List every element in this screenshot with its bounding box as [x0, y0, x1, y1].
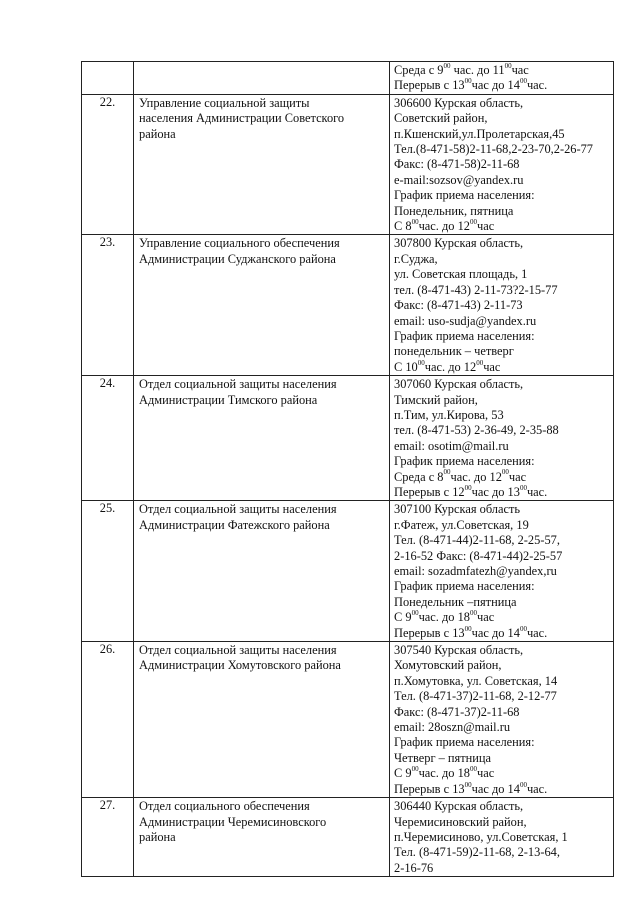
contact-text: час. до 12 — [450, 469, 502, 484]
organization-name-line: Администрации Хомутовского района — [139, 658, 341, 673]
contact-text: час. — [526, 781, 548, 796]
table-row — [82, 62, 614, 95]
contact-text: 306440 Курская область, — [394, 799, 524, 814]
contact-line — [394, 188, 613, 203]
contact-text: г.Фатеж, ул.Советская, 19 — [394, 517, 529, 532]
contact-line — [394, 689, 613, 704]
organization-name-line: Управление социального обеспечения — [139, 236, 340, 251]
contact-line — [394, 579, 613, 594]
contact-text: Среда с 8 — [394, 469, 444, 484]
contact-line — [394, 626, 613, 641]
organization-name — [134, 376, 390, 501]
contact-text: Перерыв с 13 — [394, 78, 465, 93]
contact-text: email: osotim@mail.ru — [394, 438, 509, 453]
contact-text: час — [476, 766, 495, 781]
contact-text: час до 13 — [471, 484, 520, 499]
contact-text: Черемисиновский район, — [394, 814, 527, 829]
contact-text: e-mail:sozsov@yandex.ru — [394, 172, 524, 187]
table-row — [82, 798, 614, 877]
contact-text: График приема населения: — [394, 735, 535, 750]
contact-text: час. до 18 — [418, 766, 470, 781]
contact-line — [394, 111, 613, 126]
contact-text: email: sozadmfatezh@yandex,ru — [394, 564, 557, 578]
contact-line — [394, 564, 613, 579]
superscript-minutes: 00 — [464, 77, 472, 86]
contact-line — [394, 127, 613, 142]
contact-line — [394, 393, 613, 408]
contact-text: тел. (8-471-53) 2-36-49, 2-35-88 — [394, 423, 559, 438]
contacts-table-body — [82, 62, 614, 877]
contact-text: С 8 — [394, 219, 412, 234]
contact-text: час — [511, 63, 529, 77]
contact-text: тел. (8-471-43) 2-11-73?2-15-77 — [394, 282, 558, 297]
contact-text: 307800 Курская область, — [394, 236, 524, 251]
organization-name — [134, 642, 390, 798]
table-row — [82, 642, 614, 798]
organization-name — [134, 798, 390, 877]
table-row — [82, 501, 614, 642]
contact-line — [394, 344, 613, 359]
contact-line — [394, 360, 613, 375]
contact-line — [394, 236, 613, 251]
contact-text: 307100 Курская область — [394, 502, 521, 517]
contact-line — [394, 549, 613, 564]
contact-text: Факс: (8-471-43) 2-11-73 — [394, 298, 523, 313]
contact-text: Тел. (8-471-44)2-11-68, 2-25-57, — [394, 533, 560, 548]
superscript-minutes: 00 — [469, 765, 477, 774]
contact-text: С 9 — [394, 610, 412, 625]
contact-text: час. до 18 — [418, 610, 470, 625]
contact-line — [394, 533, 613, 548]
contact-details — [390, 642, 614, 798]
contact-line — [394, 204, 613, 219]
contact-text: График приема населения: — [394, 328, 535, 343]
contact-text: п.Черемисиново, ул.Советская, 1 — [394, 829, 568, 844]
contact-details — [390, 798, 614, 877]
contact-text: час до 14 — [471, 625, 520, 640]
contact-line — [394, 142, 613, 157]
contact-line — [394, 845, 613, 860]
contact-line — [394, 78, 613, 93]
contact-text: час. до 11 — [450, 63, 505, 77]
contact-text: График приема населения: — [394, 579, 535, 594]
contact-text: 306600 Курская область, — [394, 95, 524, 110]
contact-text: График приема населения: — [394, 188, 535, 203]
contact-text: час. — [526, 78, 548, 93]
organization-name-line: Отдел социального обеспечения — [139, 799, 310, 814]
superscript-minutes: 00 — [501, 468, 509, 477]
contact-text: час — [476, 610, 495, 625]
contact-line — [394, 799, 613, 814]
contact-text: Тимский район, — [394, 392, 478, 407]
organization-name-line: Администрации Суджанского района — [139, 251, 336, 266]
organization-name — [134, 94, 390, 235]
row-number: 26. — [82, 642, 134, 798]
contact-line — [394, 219, 613, 234]
organization-name-line: Администрации Фатежского района — [139, 517, 330, 532]
organization-name-line: района — [139, 126, 176, 141]
contact-text: email: uso-sudja@yandex.ru — [394, 313, 537, 328]
contact-text: час — [476, 219, 495, 234]
superscript-minutes: 00 — [443, 468, 451, 477]
superscript-minutes: 00 — [519, 77, 527, 86]
contact-line — [394, 173, 613, 188]
contact-line — [394, 267, 613, 282]
contact-details — [390, 501, 614, 642]
organization-name-line: Администрации Черемисиновского — [139, 814, 327, 829]
table-row — [82, 94, 614, 235]
contact-text: час. до 12 — [424, 359, 477, 374]
contact-text: Среда с 9 — [394, 63, 444, 77]
contact-details — [390, 376, 614, 501]
contact-text: час до 14 — [471, 781, 520, 796]
contact-details — [390, 62, 614, 95]
superscript-minutes: 00 — [519, 624, 527, 633]
contact-text: 307060 Курская область, — [394, 377, 524, 392]
contact-text: час. — [526, 484, 548, 499]
contact-line — [394, 720, 613, 735]
contact-text: 2-16-52 Факс: (8-471-44)2-25-57 — [394, 548, 563, 563]
contact-line — [394, 157, 613, 172]
contact-line — [394, 96, 613, 111]
contact-text: 307540 Курская область, — [394, 643, 524, 658]
contact-text: Тел.(8-471-58)2-11-68,2-23-70,2-26-77 — [394, 142, 593, 157]
contact-line — [394, 658, 613, 673]
superscript-minutes: 00 — [519, 780, 527, 789]
contact-line — [394, 63, 613, 78]
contact-line — [394, 502, 613, 517]
contact-line — [394, 751, 613, 766]
contact-text: Понедельник –пятница — [394, 594, 517, 609]
organization-name — [134, 62, 390, 95]
contact-line — [394, 439, 613, 454]
contact-text: email: 28oszn@mail.ru — [394, 720, 511, 735]
contact-text: Перерыв с 13 — [394, 781, 465, 796]
superscript-minutes: 00 — [464, 624, 472, 633]
superscript-minutes: 00 — [476, 358, 484, 367]
contact-line — [394, 423, 613, 438]
organization-name-line: населения Администрации Советского — [139, 111, 345, 126]
organization-name-line: Отдел социальной защиты населения — [139, 377, 337, 392]
superscript-minutes: 00 — [469, 217, 477, 226]
organization-name-line: района — [139, 829, 176, 844]
contact-text: Перерыв с 13 — [394, 625, 465, 640]
table-row — [82, 235, 614, 376]
organization-name-line: Управление социальной защиты — [139, 95, 310, 110]
contact-line — [394, 674, 613, 689]
contact-line — [394, 298, 613, 313]
contact-text: Четверг – пятница — [394, 750, 492, 765]
superscript-minutes: 00 — [464, 780, 472, 789]
row-number — [82, 62, 134, 95]
contact-line — [394, 518, 613, 533]
row-number: 24. — [82, 376, 134, 501]
contact-text: п.Тим, ул.Кирова, 53 — [394, 407, 504, 422]
contact-text: Тел. (8-471-37)2-11-68, 2-12-77 — [394, 689, 557, 704]
organization-name-line: Отдел социальной защиты населения — [139, 643, 337, 658]
contact-text: п.Кшенский,ул.Пролетарская,45 — [394, 126, 565, 141]
contact-text: п.Хомутовка, ул. Советская, 14 — [394, 673, 558, 688]
contact-line — [394, 815, 613, 830]
contact-text: г.Суджа, — [394, 251, 438, 266]
contact-line — [394, 470, 613, 485]
contact-text: С 9 — [394, 766, 412, 781]
contact-text: Факс: (8-471-58)2-11-68 — [394, 157, 520, 172]
superscript-minutes: 00 — [504, 61, 512, 70]
contact-line — [394, 314, 613, 329]
contact-text: С 10 — [394, 359, 418, 374]
contact-line — [394, 485, 613, 500]
contact-line — [394, 643, 613, 658]
contact-line — [394, 408, 613, 423]
row-number: 25. — [82, 501, 134, 642]
contact-text: 2-16-76 — [394, 860, 434, 875]
superscript-minutes: 00 — [519, 483, 527, 492]
contact-details — [390, 235, 614, 376]
contact-text: Понедельник, пятница — [394, 203, 514, 218]
table-row — [82, 376, 614, 501]
contact-text: Факс: (8-471-37)2-11-68 — [394, 704, 520, 719]
contact-line — [394, 377, 613, 392]
contact-text: час — [483, 359, 501, 374]
contact-line — [394, 283, 613, 298]
contact-text: час до 14 — [471, 78, 520, 93]
organization-name — [134, 501, 390, 642]
row-number: 22. — [82, 94, 134, 235]
contact-text: час. до 12 — [418, 219, 470, 234]
contact-line — [394, 610, 613, 625]
contact-line — [394, 830, 613, 845]
organization-name-line: Администрации Тимского района — [139, 392, 318, 407]
row-number: 27. — [82, 798, 134, 877]
row-number: 23. — [82, 235, 134, 376]
contact-line — [394, 252, 613, 267]
contact-line — [394, 595, 613, 610]
contact-line — [394, 782, 613, 797]
superscript-minutes: 00 — [411, 217, 419, 226]
contact-text: час — [508, 469, 527, 484]
superscript-minutes: 00 — [469, 609, 477, 618]
superscript-minutes: 00 — [464, 483, 472, 492]
contact-line — [394, 766, 613, 781]
contact-text: Перерыв с 12 — [394, 484, 465, 499]
contacts-table — [81, 61, 614, 877]
contact-line — [394, 861, 613, 876]
contact-line — [394, 329, 613, 344]
contact-text: ул. Советская площадь, 1 — [394, 267, 528, 282]
organization-name — [134, 235, 390, 376]
organization-name-line: Отдел социальной защиты населения — [139, 502, 337, 517]
contact-line — [394, 705, 613, 720]
contact-text: График приема населения: — [394, 454, 535, 469]
contact-text: час. — [526, 625, 548, 640]
contact-details — [390, 94, 614, 235]
superscript-minutes: 00 — [411, 609, 419, 618]
contact-text: Тел. (8-471-59)2-11-68, 2-13-64, — [394, 845, 560, 860]
contact-text: понедельник – четверг — [394, 344, 514, 359]
superscript-minutes: 00 — [443, 61, 451, 70]
superscript-minutes: 00 — [417, 358, 425, 367]
superscript-minutes: 00 — [411, 765, 419, 774]
contact-line — [394, 735, 613, 750]
contact-text: Советский район, — [394, 111, 488, 126]
contact-text: Хомутовский район, — [394, 658, 502, 673]
